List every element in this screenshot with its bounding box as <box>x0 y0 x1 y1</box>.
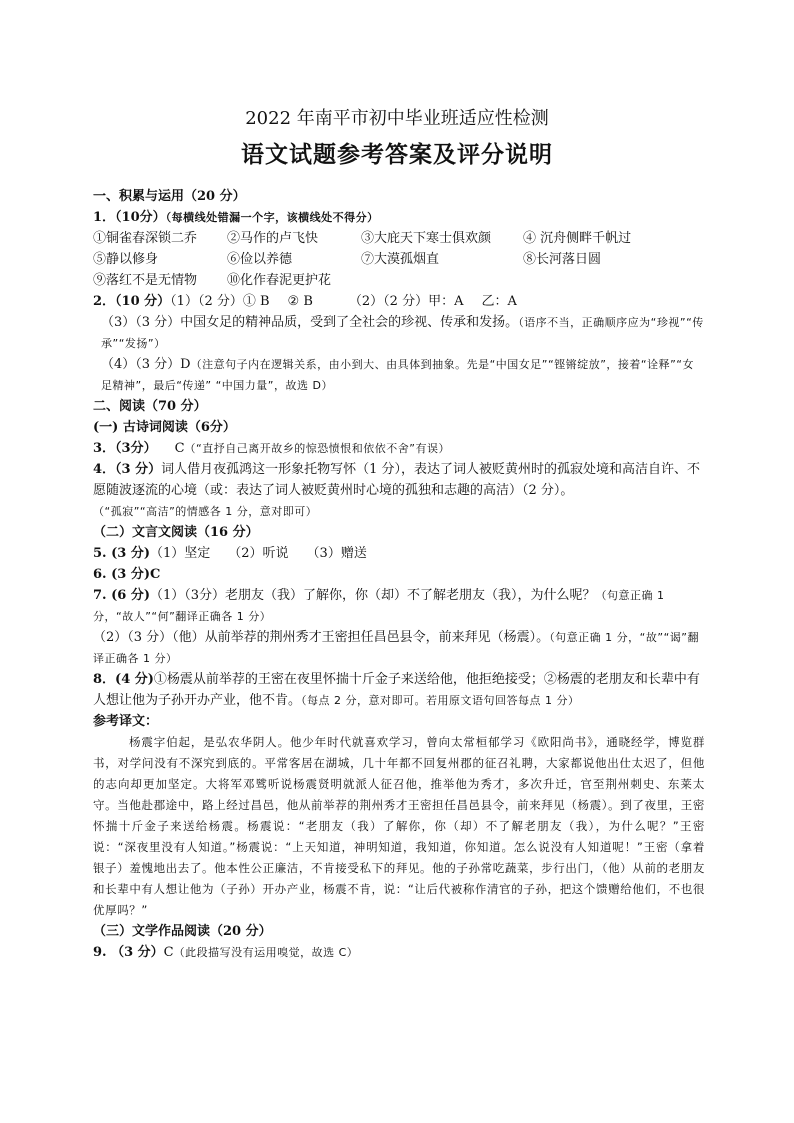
question-1 <box>93 207 705 228</box>
question-7 <box>93 585 705 627</box>
q6-answer: C <box>149 567 161 582</box>
q1-answer: ⑦大漠孤烟直 <box>361 252 440 267</box>
reference-translation <box>93 732 705 921</box>
q3-answer: C <box>174 441 185 456</box>
q2-1-answer: （1）（2 分）① B <box>170 294 270 309</box>
q1-answer-grid <box>93 228 705 291</box>
question-3 <box>93 438 705 459</box>
question-8 <box>93 669 705 711</box>
q2-2-answer: （2）（2 分）甲：A <box>348 294 464 309</box>
q2-4-answer: （4）（3 分）D <box>101 357 191 372</box>
q5-label: 5. (3 分) <box>93 546 150 561</box>
q1-answer: ①铜雀春深锁二乔 <box>93 231 198 246</box>
q1-answer: ⑧长河落日圆 <box>523 252 602 267</box>
q1-note: （每横线处错漏一个字，该横线处不得分） <box>165 211 379 224</box>
question-2 <box>93 291 705 312</box>
q7-label: 7. (6 分) <box>93 588 150 603</box>
q3-note: （“直抒自己离开故乡的惊恐愤恨和依依不舍”有误） <box>184 442 450 455</box>
q2-2-answer-b: 乙：A <box>481 294 517 309</box>
answer-content <box>93 186 705 963</box>
q5-answer-3: （3）赠送 <box>306 546 367 561</box>
q2-4 <box>93 354 705 396</box>
q7-2-answer: （2）（3 分）（他）从前举荐的荆州秀才王密担任昌邑县令，前来拜见（杨震）。 <box>93 630 550 645</box>
question-4 <box>93 459 705 501</box>
q9-answer: C <box>163 945 174 960</box>
q8-answer: ①杨震从前举荐的王密在夜里怀揣十斤金子来送给他，他拒绝接受；②杨震的老朋友和长辈中有人想让他为子孙开办产业，他不肯。 <box>93 672 700 708</box>
section-heading-2: 二、阅读（70 分） <box>93 399 207 414</box>
q1-answer: ⑤静以修身 <box>93 252 159 267</box>
q2-4-note: （注意句子内在逻辑关系，由小到大、由具体到抽象。先是“中国女足”“铿锵绽放”，接着“诠释”“女足精神”，最后“传递” “中国力量”，故选 D） <box>101 358 694 392</box>
page-subtitle: 语文试题参考答案及评分说明 <box>241 141 553 168</box>
q8-label: 8．(4 分) <box>93 672 154 687</box>
q7-2-note: （句意正确 1 分，“故”“谒”翻译正确各 1 分） <box>93 631 699 665</box>
page-title: 2022 年南平市初中毕业班适应性检测 <box>245 108 549 129</box>
q4-answer: 词人借月夜孤鸿这一形象托物写怀（1 分），表达了词人被贬黄州时的孤寂处境和高洁自许、不愿随波逐流的心境（或：表达了词人被贬黄州时心境的孤独和志趣的高洁）（2 分）。 <box>93 462 701 498</box>
q7-2 <box>93 627 705 669</box>
question-6 <box>93 564 705 585</box>
reference-translation-label: 参考译文： <box>93 714 159 729</box>
question-5 <box>93 543 705 564</box>
section-heading-1: 一、积累与运用（20 分） <box>93 189 246 204</box>
q1-label: 1．（10分） <box>93 210 166 225</box>
translation-text: 杨震字伯起，是弘农华阴人。他少年时代就喜欢学习，曾向太常桓郁学习《欧阳尚书》，通晓经学，博览群书，对学问没有不深究到底的。平常客居在湖城，几十年都不回复州郡的征召礼聘，大家都说他出仕太迟了，但他的志向却更加坚定。大将军邓骘听说杨震贤明就派人征召他，推举他为秀才，多次升迁，官至荆州刺史、东莱太守。当他赴郡途中，路上经过昌邑，他从前举荐的荆州秀才王密担任昌邑县令，前来拜见（杨震）。到了夜里，王密怀揣十斤金子来送给杨震。杨震说：“老朋友（我）了解你，你（却）不了解老朋友（我），为什么呢？”王密说：“深夜里没有人知道。”杨震说：“上天知道，神明知道，我知道，你知道。怎么说没有人知道呢！”王密（拿着银子）羞愧地出去了。他本性公正廉洁，不肯接受私下的拜见。他的子孙常吃蔬菜，步行出门，（他）从前的老朋友和长辈中有人想让他为（子孙）开办产业，杨震不肯，说：“让后代被称作清官的子孙，把这个馈赠给他们，不也很优厚吗？” <box>93 735 705 917</box>
part-heading-1: (一) 古诗词阅读（6分） <box>93 420 236 435</box>
part-heading-3: （三）文学作品阅读（20 分） <box>93 924 272 939</box>
q6-label: 6. (3 分) <box>93 567 150 582</box>
q4-note: （“孤寂”“高洁”的情感各 1 分，意对即可） <box>93 505 318 518</box>
q2-3 <box>93 312 705 354</box>
q2-label: 2．（10 分） <box>93 294 171 309</box>
q1-answer: ⑨落红不是无情物 <box>93 273 198 288</box>
q3-label: 3．（3分） <box>93 441 157 456</box>
q1-answer: ⑥俭以养德 <box>227 252 293 267</box>
q7-1-answer: （1）（3分）老朋友（我）了解你，你（却）不了解老朋友（我），为什么呢？ <box>149 588 596 603</box>
q5-answer-2: （2）听说 <box>228 546 289 561</box>
q1-answer: ③大庇天下寒士俱欢颜 <box>361 231 492 246</box>
q2-3-answer: （3）（3 分）中国女足的精神品质，受到了全社会的珍视、传承和发扬。 <box>101 315 519 330</box>
part-heading-2: （二）文言文阅读（16 分） <box>93 525 259 540</box>
q1-answer: ⑩化作春泥更护花 <box>227 273 332 288</box>
q1-answer: ④ 沉舟侧畔千帆过 <box>523 231 632 246</box>
q9-note: （此段描写没有运用嗅觉，故选 C） <box>173 946 359 959</box>
q2-1-answer-b: ② B <box>287 294 313 309</box>
q2-3-note: （语序不当，正确顺序应为“珍视”“传承”“发扬”） <box>101 316 704 350</box>
q8-note: （每点 2 分，意对即可。若用原文语句回答每点 1 分） <box>301 694 580 707</box>
q1-answer: ②马作的卢飞快 <box>227 231 319 246</box>
q4-label: 4．（3 分） <box>93 462 162 477</box>
q7-1-note: （句意正确 1 分，“故人”“何”翻译正确各 1 分） <box>93 589 665 623</box>
q9-label: 9. （3 分） <box>93 945 164 960</box>
question-9 <box>93 942 705 963</box>
q5-answer-1: （1）坚定 <box>149 546 211 561</box>
